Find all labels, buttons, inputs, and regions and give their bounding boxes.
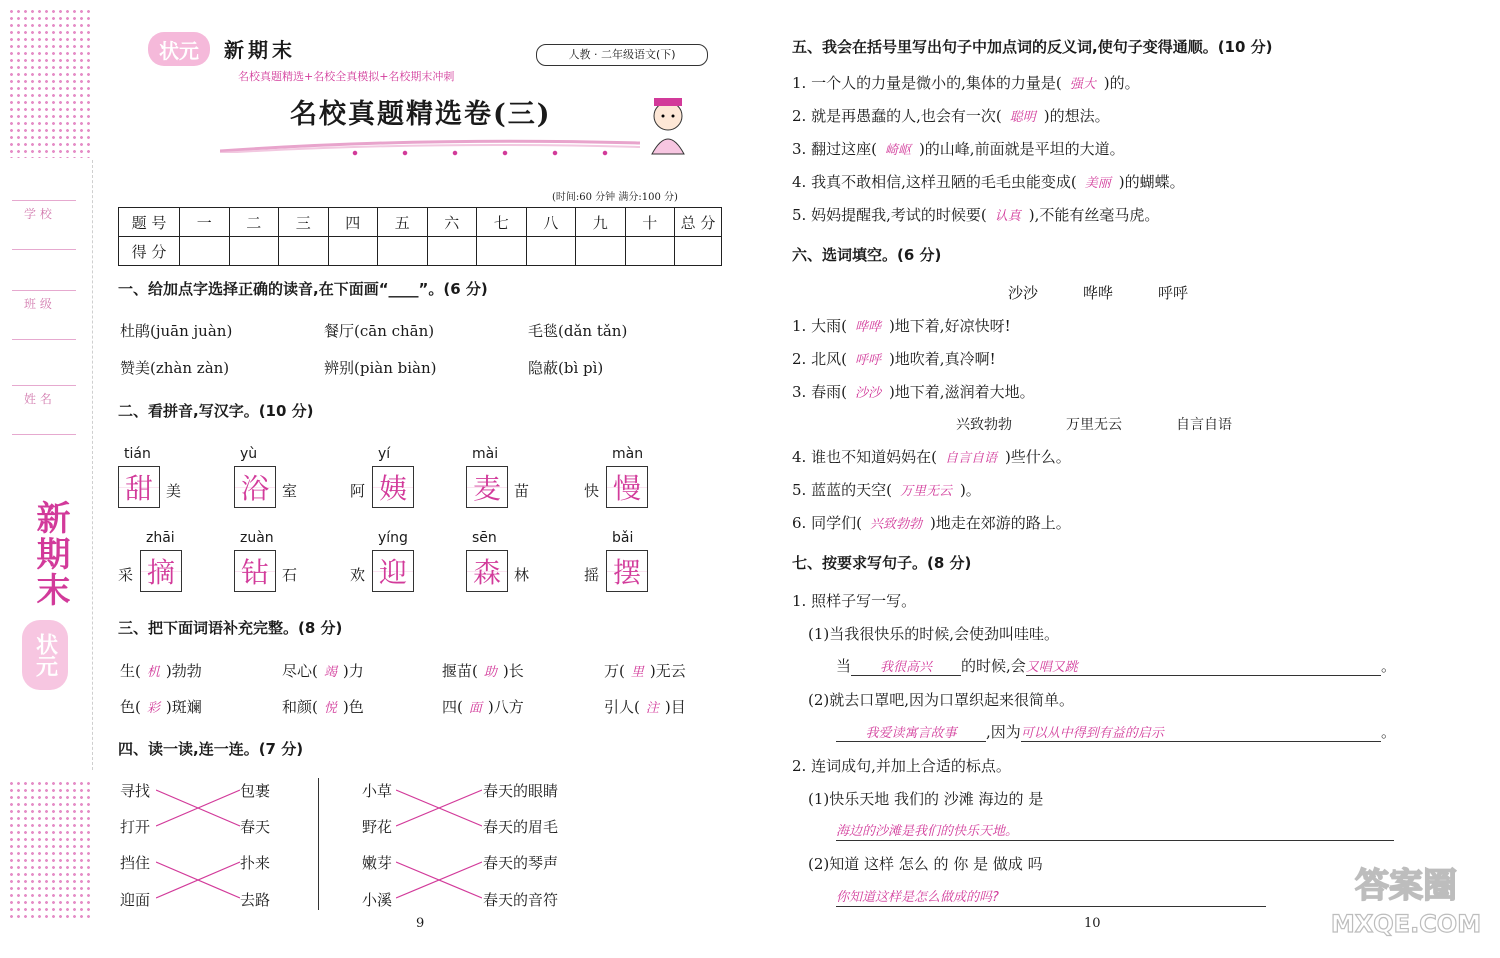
q3-item	[282, 696, 364, 717]
watermark-logo	[1322, 866, 1490, 950]
text: 4. 我真不敢相信,这样丑陋的毛毛虫能变成(	[792, 173, 1077, 191]
q1-title: 一、给加点字选择正确的读音,在下面画“____”。(6 分)	[118, 280, 488, 298]
logo-badge: 状元	[148, 32, 210, 66]
class-label: 班 级	[24, 297, 52, 311]
answer-char: 浴	[240, 472, 269, 505]
cell: 四	[328, 208, 378, 237]
dot-pattern-top	[8, 8, 90, 158]
answer[interactable]: 认真	[994, 209, 1021, 224]
text: )的想法。	[1043, 107, 1110, 125]
text: )的。	[1103, 74, 1140, 92]
text: 揠苗(	[442, 662, 478, 680]
q6-word-bank-1	[1008, 282, 1188, 303]
q4-word[interactable]: 小草	[362, 782, 393, 800]
score-cell[interactable]	[625, 237, 675, 266]
page-number-left: 9	[416, 916, 425, 931]
pinyin: yíng	[378, 530, 408, 546]
q4-word[interactable]: 扑来	[240, 854, 271, 872]
q4-lines-right	[396, 780, 482, 910]
q7-s1a: (1)当我很快乐的时候,会使劲叫哇哇。	[808, 625, 1060, 643]
text: 生(	[120, 662, 141, 680]
page-title: 名校真题精选卷(三)	[290, 99, 552, 130]
cell: 十	[625, 208, 675, 237]
q4-lines-left	[156, 780, 240, 910]
q2-item	[584, 530, 696, 610]
sentence	[792, 315, 1011, 336]
text: 2. 北风(	[792, 350, 847, 368]
logo-badge-vertical: 状元	[22, 620, 68, 690]
pinyin: tián	[124, 446, 151, 462]
q2-item	[234, 446, 346, 526]
char-box[interactable]	[234, 466, 276, 508]
score-table	[118, 207, 722, 266]
text: 四(	[442, 698, 463, 716]
answer: 又唱又跳	[1026, 656, 1381, 676]
pinyin: zhāi	[146, 530, 175, 546]
answer-char: 森	[472, 556, 501, 589]
char-box[interactable]	[234, 550, 276, 592]
q7-s1a-answer-line[interactable]	[836, 655, 1396, 676]
cell: 题 号	[119, 208, 180, 237]
q2-item	[350, 530, 462, 610]
word: 自言自语	[1176, 417, 1232, 433]
cell: 总 分	[675, 208, 722, 237]
q4-word[interactable]: 春天的音符	[483, 891, 559, 909]
score-cell[interactable]	[229, 237, 279, 266]
q7-title: 七、按要求写句子。(8 分)	[792, 554, 972, 572]
text: )的蝴蝶。	[1118, 173, 1185, 191]
text: )八方	[487, 698, 524, 716]
score-cell[interactable]	[279, 237, 329, 266]
q3-item	[604, 696, 686, 717]
answer[interactable]: 美丽	[1084, 176, 1111, 191]
sentence	[792, 348, 996, 369]
q3-item	[442, 696, 524, 717]
page-number-right: 10	[1084, 916, 1101, 931]
cell: 三	[279, 208, 329, 237]
answer[interactable]: 兴致勃勃	[869, 517, 922, 532]
q4-word[interactable]: 迎面	[120, 891, 151, 909]
text: 3. 春雨(	[792, 383, 847, 401]
word: 兴致勃勃	[956, 417, 1012, 433]
cell: 九	[576, 208, 626, 237]
word: 沙沙	[1008, 284, 1039, 302]
q4-word[interactable]: 小溪	[362, 891, 393, 909]
answer[interactable]: 彩	[146, 701, 160, 716]
answer[interactable]: 哗哗	[854, 320, 881, 335]
char-box[interactable]	[606, 466, 648, 508]
q2-pre: 摇	[584, 566, 600, 584]
text: )勃勃	[165, 662, 202, 680]
text: )。	[959, 481, 981, 499]
word: 万里无云	[1066, 417, 1122, 433]
text: 4. 谁也不知道妈妈在(	[792, 448, 937, 466]
cell: 七	[477, 208, 527, 237]
answer-char: 钻	[240, 556, 269, 589]
answer[interactable]: 注	[645, 701, 659, 716]
answer: 我爱读寓言故事	[836, 722, 986, 742]
answer[interactable]: 崎岖	[884, 143, 911, 158]
q1-item: 餐厅(cān chān)	[324, 322, 435, 340]
brand-title: 新期末	[224, 38, 296, 62]
word: 哗哗	[1082, 284, 1113, 302]
text: 万(	[604, 662, 625, 680]
q2-item	[350, 446, 462, 526]
q4-word[interactable]: 春天的眼睛	[483, 782, 559, 800]
q4-word[interactable]: 野花	[362, 818, 393, 836]
char-box[interactable]	[372, 466, 414, 508]
text: 5. 妈妈提醒我,考试的时候要(	[792, 206, 987, 224]
answer[interactable]: 竭	[323, 665, 337, 680]
q2-item	[466, 446, 578, 526]
q2-item	[234, 530, 346, 610]
q2-pre: 采	[118, 566, 134, 584]
score-cell[interactable]	[477, 237, 527, 266]
answer[interactable]: 聪明	[1009, 110, 1036, 125]
school-field[interactable]	[12, 200, 76, 250]
answer[interactable]: 助	[483, 665, 497, 680]
answer-char: 迎	[378, 556, 407, 589]
q2-item	[118, 530, 230, 610]
q5-title: 五、我会在括号里写出句子中加点词的反义词,使句子变得通顺。(10 分)	[792, 38, 1273, 56]
sentence	[792, 204, 1159, 225]
watermark-bottom: MXQE.COM	[1330, 910, 1482, 938]
q2-post: 室	[282, 482, 298, 500]
q2-item	[118, 446, 230, 526]
sentence	[792, 72, 1140, 93]
cell: 五	[378, 208, 428, 237]
answer-char: 摆	[612, 556, 641, 589]
cell: 八	[526, 208, 576, 237]
q1-item: 杜鹃(juān juàn)	[120, 322, 233, 340]
name-field[interactable]	[12, 385, 76, 435]
q3-title: 三、把下面词语补充完整。(8 分)	[118, 619, 343, 637]
pinyin: yí	[378, 446, 391, 462]
text: )的山峰,前面就是平坦的大道。	[918, 140, 1125, 158]
q7-s2b-answer[interactable]: 你知道这样是怎么做成的吗?	[836, 886, 1266, 907]
edition-label: 人教 · 二年级语文(下)	[536, 44, 708, 66]
q4-word[interactable]: 春天	[240, 818, 271, 836]
score-value-row	[119, 237, 722, 266]
cell: 二	[229, 208, 279, 237]
q2-post: 美	[166, 482, 182, 500]
q7-s1b: (2)就去口罩吧,因为口罩织起来很简单。	[808, 691, 1075, 709]
pinyin: bǎi	[612, 530, 634, 546]
q4-word[interactable]: 春天的眉毛	[483, 818, 559, 836]
text: 2. 就是再愚蠢的人,也会有一次(	[792, 107, 1002, 125]
q4-word[interactable]: 春天的琴声	[483, 854, 559, 872]
school-label: 学 校	[24, 207, 52, 221]
pinyin: sēn	[472, 530, 497, 546]
text: )目	[664, 698, 686, 716]
text: 1. 一个人的力量是微小的,集体的力量是(	[792, 74, 1062, 92]
q4-divider	[318, 778, 319, 910]
q2-pre: 欢	[350, 566, 366, 584]
q7-s2a-answer[interactable]: 海边的沙滩是我们的快乐天地。	[836, 820, 1394, 841]
score-cell[interactable]	[180, 237, 230, 266]
q3-item	[282, 660, 364, 681]
text: 尽心(	[282, 662, 318, 680]
char-box[interactable]	[606, 550, 648, 592]
q4-title: 四、读一读,连一连。(7 分)	[118, 740, 304, 758]
text: 5. 蓝蓝的天空(	[792, 481, 892, 499]
char-box[interactable]	[140, 550, 182, 592]
text: )无云	[649, 662, 686, 680]
char-box[interactable]	[118, 466, 160, 508]
sentence	[792, 381, 1035, 402]
sentence	[792, 512, 1071, 533]
sentence	[792, 105, 1110, 126]
text: )地吹着,真冷啊!	[888, 350, 996, 368]
answer: 可以从中得到有益的启示	[1021, 722, 1381, 742]
q3-item	[120, 696, 202, 717]
cartoon-scholar-icon	[640, 94, 696, 158]
q2-post: 苗	[514, 482, 530, 500]
pinyin: yù	[240, 446, 258, 462]
watermark-top: 答案圈	[1355, 866, 1457, 906]
time-info: (时间:60 分钟 满分:100 分)	[552, 192, 678, 203]
text: ,因为	[986, 723, 1021, 741]
text: )些什么。	[1004, 448, 1071, 466]
answer[interactable]: 呼呼	[854, 353, 881, 368]
answer-char: 摘	[146, 556, 175, 589]
q4-word[interactable]: 包裹	[240, 782, 271, 800]
q6-word-bank-2	[956, 414, 1232, 434]
answer-char: 甜	[124, 472, 153, 505]
cut-line	[92, 160, 93, 770]
sentence	[792, 479, 981, 500]
text: ),不能有丝毫马虎。	[1028, 206, 1160, 224]
score-cell[interactable]	[675, 237, 722, 266]
text: 引人(	[604, 698, 640, 716]
q4-word[interactable]: 打开	[120, 818, 151, 836]
text: 。	[1380, 657, 1396, 675]
score-cell[interactable]	[576, 237, 626, 266]
answer[interactable]: 悦	[323, 701, 337, 716]
score-cell[interactable]	[378, 237, 428, 266]
score-cell[interactable]	[328, 237, 378, 266]
text: 。	[1380, 723, 1396, 741]
q3-item	[604, 660, 686, 681]
q4-word[interactable]: 去路	[240, 891, 271, 909]
pinyin: zuàn	[240, 530, 274, 546]
q2-pre: 阿	[350, 482, 366, 500]
text: 6. 同学们(	[792, 514, 862, 532]
q7-s2b: (2)知道 这样 怎么 的 你 是 做成 吗	[808, 855, 1043, 873]
answer[interactable]: 万里无云	[899, 484, 952, 499]
text: )斑斓	[165, 698, 202, 716]
class-field[interactable]	[12, 290, 76, 340]
q2-item	[584, 446, 696, 526]
q1-item: 赞美(zhàn zàn)	[120, 359, 230, 377]
text: 1. 大雨(	[792, 317, 847, 335]
q1-item: 隐蔽(bì pì)	[528, 359, 604, 377]
pinyin: mài	[472, 446, 499, 462]
q3-item	[442, 660, 524, 681]
char-box[interactable]	[466, 466, 508, 508]
score-header-row	[119, 208, 722, 237]
pinyin: màn	[612, 446, 644, 462]
answer[interactable]: 强大	[1069, 77, 1096, 92]
text: 3. 翻过这座(	[792, 140, 877, 158]
q2-title: 二、看拼音,写汉字。(10 分)	[118, 402, 314, 420]
answer-char: 姨	[378, 472, 407, 505]
text: )力	[342, 662, 364, 680]
q4-word[interactable]: 嫩芽	[362, 854, 393, 872]
text: )长	[502, 662, 524, 680]
q1-item: 毛毯(dǎn tǎn)	[528, 322, 628, 340]
q6-title: 六、选词填空。(6 分)	[792, 246, 942, 264]
score-cell[interactable]	[427, 237, 477, 266]
q7-s1b-answer-line[interactable]	[836, 721, 1396, 742]
q2-post: 石	[282, 566, 298, 584]
q2-item	[466, 530, 578, 610]
cell: 得 分	[119, 237, 180, 266]
cell: 一	[180, 208, 230, 237]
answer[interactable]: 沙沙	[854, 386, 881, 401]
score-cell[interactable]	[526, 237, 576, 266]
q3-item	[120, 660, 202, 681]
tagline: 名校真题精选+名校全真模拟+名校期末冲刺	[238, 70, 455, 83]
sentence	[792, 138, 1125, 159]
text: )色	[342, 698, 364, 716]
answer[interactable]: 面	[468, 701, 482, 716]
answer[interactable]: 机	[146, 665, 160, 680]
sentence	[792, 446, 1071, 467]
text: 的时候,会	[961, 657, 1026, 675]
q1-item: 辨别(piàn biàn)	[324, 359, 437, 377]
name-label: 姓 名	[24, 392, 52, 406]
title-dots	[330, 150, 630, 156]
dot-pattern-bottom	[8, 780, 90, 920]
q2-post: 林	[514, 566, 530, 584]
answer: 我很高兴	[851, 656, 961, 676]
q4-word[interactable]: 寻找	[120, 782, 151, 800]
cell: 六	[427, 208, 477, 237]
text: 色(	[120, 698, 141, 716]
q4-word[interactable]: 挡住	[120, 854, 151, 872]
sentence	[792, 171, 1185, 192]
answer[interactable]: 里	[630, 665, 644, 680]
text: )地下着,好凉快呀!	[888, 317, 1011, 335]
char-box[interactable]	[466, 550, 508, 592]
text: 当	[836, 657, 852, 675]
text: 和颜(	[282, 698, 318, 716]
q7-s1: 1. 照样子写一写。	[792, 592, 917, 610]
answer-char: 麦	[472, 472, 501, 505]
answer-char: 慢	[612, 472, 641, 505]
q2-pre: 快	[584, 482, 600, 500]
answer[interactable]: 自言自语	[944, 451, 997, 466]
word: 呼呼	[1157, 284, 1188, 302]
q7-s2: 2. 连词成句,并加上合适的标点。	[792, 757, 1011, 775]
char-box[interactable]	[372, 550, 414, 592]
brand-vertical: 新期末	[30, 500, 70, 608]
text: )地下着,滋润着大地。	[888, 383, 1035, 401]
text: )地走在郊游的路上。	[929, 514, 1071, 532]
q7-s2a: (1)快乐天地 我们的 沙滩 海边的 是	[808, 790, 1044, 808]
